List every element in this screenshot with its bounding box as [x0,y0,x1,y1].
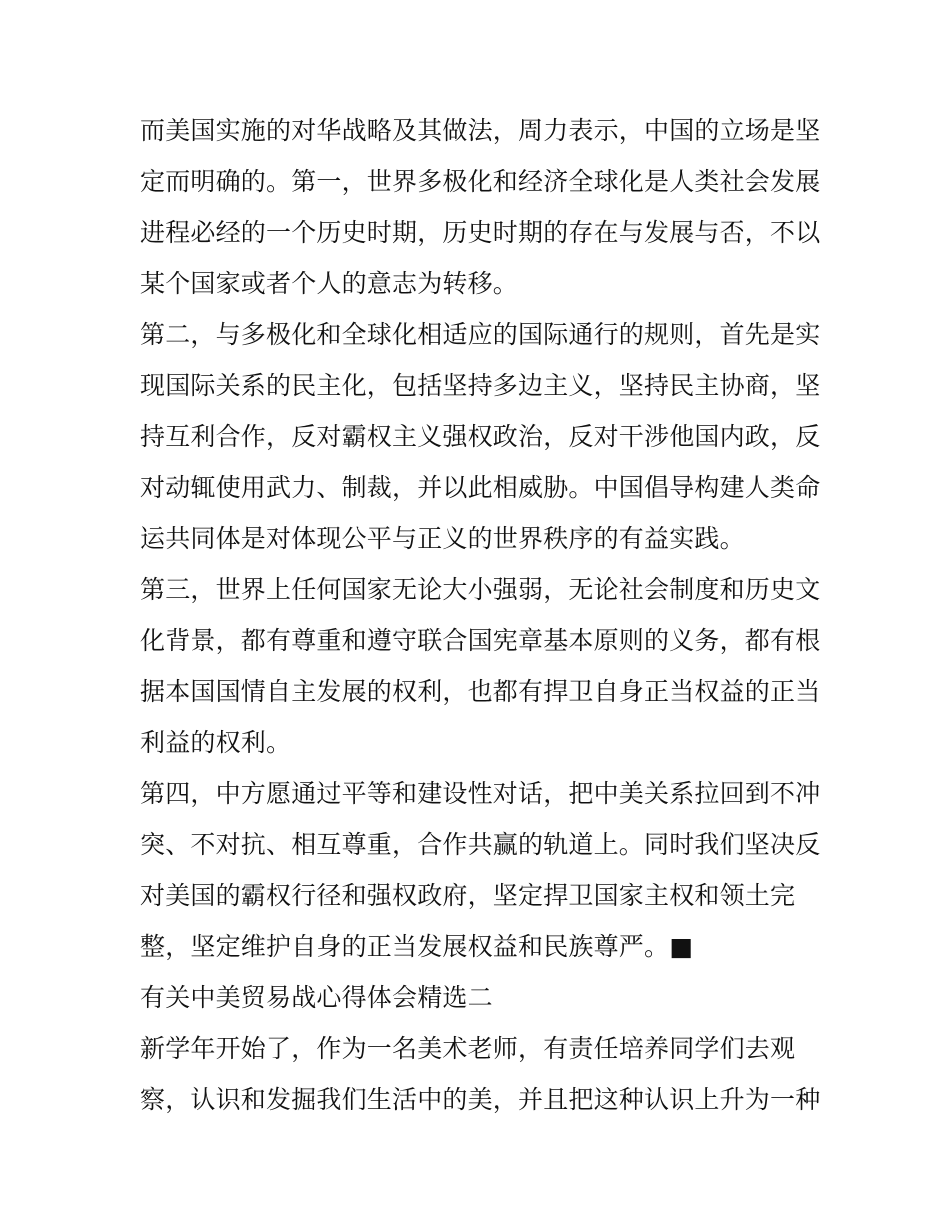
paragraph-line: 对动辄使用武力、制裁，并以此相威胁。中国倡导构建人类命 [140,473,821,502]
paragraph-line: 运共同体是对体现公平与正义的世界秩序的有益实践。 [140,524,745,553]
paragraph-line: 第二，与多极化和全球化相适应的国际通行的规则，首先是实 [140,320,821,349]
paragraph-line: 某个国家或者个人的意志为转移。 [140,269,519,298]
section-heading: 有关中美贸易战心得体会精选二 [140,983,493,1012]
paragraph-line: 利益的权利。 [140,728,292,757]
paragraph-line: 据本国国情自主发展的权利，也都有捍卫自身正当权益的正当 [140,677,821,706]
paragraph-line: 突、不对抗、相互尊重，合作共赢的轨道上。同时我们坚决反 [140,830,821,859]
paragraph-line: 察，认识和发掘我们生活中的美，并且把这种认识上升为一种 [140,1085,821,1114]
paragraph-line: 持互利合作，反对霸权主义强权政治，反对干涉他国内政，反 [140,422,821,451]
paragraph-line: 第三，世界上任何国家无论大小强弱，无论社会制度和历史文 [140,575,821,604]
paragraph-line: 对美国的霸权行径和强权政府，坚定捍卫国家主权和领土完 [140,881,796,910]
paragraph-line: 而美国实施的对华战略及其做法，周力表示，中国的立场是坚 [140,116,821,145]
paragraph-line: 现国际关系的民主化，包括坚持多边主义，坚持民主协商，坚 [140,371,821,400]
paragraph-line: 第四，中方愿通过平等和建设性对话，把中美关系拉回到不冲 [140,779,821,808]
paragraph-line: 化背景，都有尊重和遵守联合国宪章基本原则的义务，都有根 [140,626,821,655]
paragraph-line: 新学年开始了，作为一名美术老师，有责任培养同学们去观 [140,1034,796,1063]
document-body [140,105,820,1125]
paragraph-line: 进程必经的一个历史时期，历史时期的存在与发展与否，不以 [140,218,821,247]
paragraph-line: 整，坚定维护自身的正当发展权益和民族尊严。■ [140,932,694,961]
paragraph-line: 定而明确的。第一，世界多极化和经济全球化是人类社会发展 [140,167,821,196]
